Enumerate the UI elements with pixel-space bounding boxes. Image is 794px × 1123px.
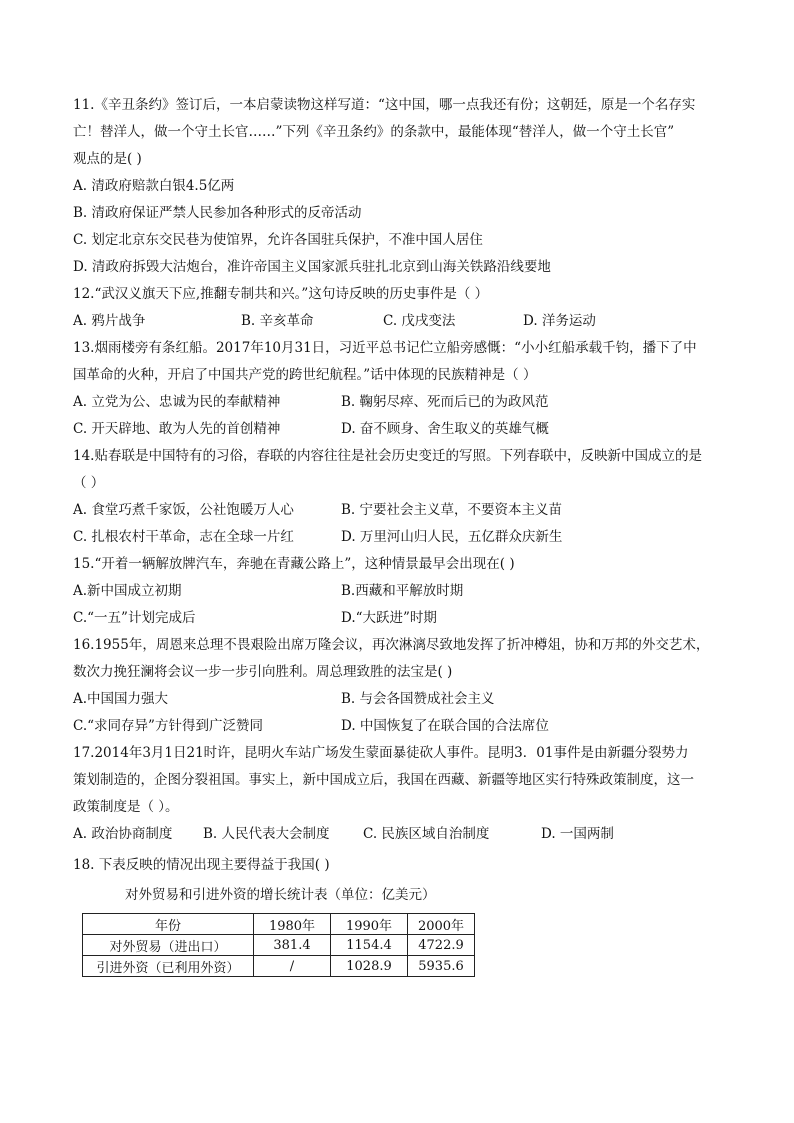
option-d: D. 洋务运动	[523, 313, 596, 329]
question-text: 亡！替洋人，做一个守土长官……”下列《辛丑条约》的条款中，最能体现“替洋人，做一个守土长官”	[73, 124, 675, 140]
option-b: B. 鞠躬尽瘁、死而后已的为政风范	[341, 394, 549, 410]
options-row	[73, 308, 723, 335]
question-16	[73, 632, 723, 740]
options-row	[73, 416, 723, 443]
table-cell: /	[254, 956, 331, 977]
question-text: 11.《辛丑条约》签订后，一本启蒙读物这样写道：“这中国，哪一点我还有份；这朝廷，原是一个名存实	[73, 97, 696, 113]
table-cell: 1028.9	[331, 956, 408, 977]
option-d: D. 奋不顾身、舍生取义的英雄气概	[341, 421, 549, 437]
question-text: 观点的是( )	[73, 151, 142, 167]
table-row	[83, 935, 475, 956]
question-text: 15.“开着一辆解放牌汽车，奔驰在青藏公路上”，这种情景最早会出现在( )	[73, 556, 515, 572]
option-d: D.“大跃进”时期	[341, 610, 437, 626]
question-text: 数次力挽狂澜将会议一步一步引向胜利。周总理致胜的法宝是( )	[73, 664, 453, 680]
question-18	[73, 852, 723, 977]
options-row	[73, 578, 723, 605]
table-title: 对外贸易和引进外资的增长统计表（单位：亿美元）	[125, 887, 436, 903]
question-text: 策划制造的，企图分裂祖国。事实上，新中国成立后，我国在西藏、新疆等地区实行特殊政策制度，这一	[73, 772, 694, 788]
option-a: A. 立党为公、忠诚为民的奉献精神	[73, 394, 281, 410]
option-a: A. 鸦片战争	[73, 313, 146, 329]
option-b: B. 辛亥革命	[241, 313, 314, 329]
option-b: B.西藏和平解放时期	[341, 583, 464, 599]
option-a: A. 政治协商制度	[73, 826, 173, 842]
table-header-cell: 2000年	[408, 914, 475, 935]
table-cell: 381.4	[254, 935, 331, 956]
option-b: B. 清政府保证严禁人民参加各种形式的反帝活动	[73, 205, 362, 221]
question-text: 16.1955年，周恩来总理不畏艰险出席万隆会议，再次淋漓尽致地发挥了折冲樽俎，协和万邦的外交艺术，	[73, 637, 710, 653]
table-cell: 对外贸易（进出口）	[83, 935, 254, 956]
question-text: （ ）	[73, 475, 105, 491]
option-c: C. 扎根农村干革命，志在全球一片红	[73, 529, 294, 545]
option-b: B. 与会各国赞成社会主义	[341, 691, 495, 707]
options-row	[73, 497, 723, 524]
option-c: C. 戊戌变法	[383, 313, 456, 329]
option-d: D. 清政府拆毁大沽炮台，准许帝国主义国家派兵驻扎北京到山海关铁路沿线要地	[73, 259, 551, 275]
table-row	[83, 956, 475, 977]
question-15	[73, 551, 723, 632]
option-c: C.“一五”计划完成后	[73, 610, 196, 626]
option-c: C. 民族区域自治制度	[363, 826, 490, 842]
exam-page	[73, 92, 723, 977]
question-17	[73, 740, 723, 848]
option-c: C. 开天辟地、敢为人先的首创精神	[73, 421, 281, 437]
option-a: A. 清政府赔款白银4.5亿两	[73, 178, 235, 194]
option-d: D. 中国恢复了在联合国的合法席位	[341, 718, 549, 734]
table-header-cell: 1990年	[331, 914, 408, 935]
question-12	[73, 281, 723, 335]
options-row	[73, 389, 723, 416]
question-14	[73, 443, 723, 551]
options-row	[73, 524, 723, 551]
options-row	[73, 713, 723, 740]
options-row	[73, 821, 723, 848]
table-cell: 4722.9	[408, 935, 475, 956]
option-d: D. 万里河山归人民，五亿群众庆新生	[341, 529, 563, 545]
table-cell: 5935.6	[408, 956, 475, 977]
question-text: 政策制度是（ ）。	[73, 799, 179, 815]
options-row	[73, 605, 723, 632]
question-text: 国革命的火种，开启了中国共产党的跨世纪航程。”话中体现的民族精神是（ ）	[73, 367, 537, 383]
option-b: B. 人民代表大会制度	[203, 826, 330, 842]
option-c: C. 划定北京东交民巷为使馆界，允许各国驻兵保护，不准中国人居住	[73, 232, 483, 248]
question-text: 12.“武汉义旗天下应,推翻专制共和兴。”这句诗反映的历史事件是（ ）	[73, 286, 489, 302]
stats-table	[82, 913, 475, 977]
option-a: A.中国国力强大	[73, 691, 169, 707]
option-a: A. 食堂巧煮千家饭，公社饱暖万人心	[73, 502, 294, 518]
question-text: 18. 下表反映的情况出现主要得益于我国( )	[73, 857, 330, 873]
question-11	[73, 92, 723, 281]
table-header-cell: 1980年	[254, 914, 331, 935]
option-d: D. 一国两制	[541, 826, 614, 842]
table-header-cell: 年份	[83, 914, 254, 935]
option-a: A.新中国成立初期	[73, 583, 182, 599]
option-b: B. 宁要社会主义草，不要资本主义苗	[341, 502, 563, 518]
table-cell: 引进外资（已利用外资）	[83, 956, 254, 977]
table-cell: 1154.4	[331, 935, 408, 956]
question-text: 13.烟雨楼旁有条红船。2017年10月31日，习近平总书记伫立船旁感慨：“小小红船承载千钧，播下了中	[73, 340, 697, 356]
options-row	[73, 686, 723, 713]
question-13	[73, 335, 723, 443]
question-text: 14.贴春联是中国特有的习俗，春联的内容往往是社会历史变迁的写照。下列春联中，反映新中国成立的是	[73, 448, 702, 464]
option-c: C.“求同存异”方针得到广泛赞同	[73, 718, 263, 734]
question-text: 17.2014年3月1日21时许，昆明火车站广场发生蒙面暴徒砍人事件。昆明3．01事件是由新疆分裂势力	[73, 745, 689, 761]
table-header-row	[83, 914, 475, 935]
